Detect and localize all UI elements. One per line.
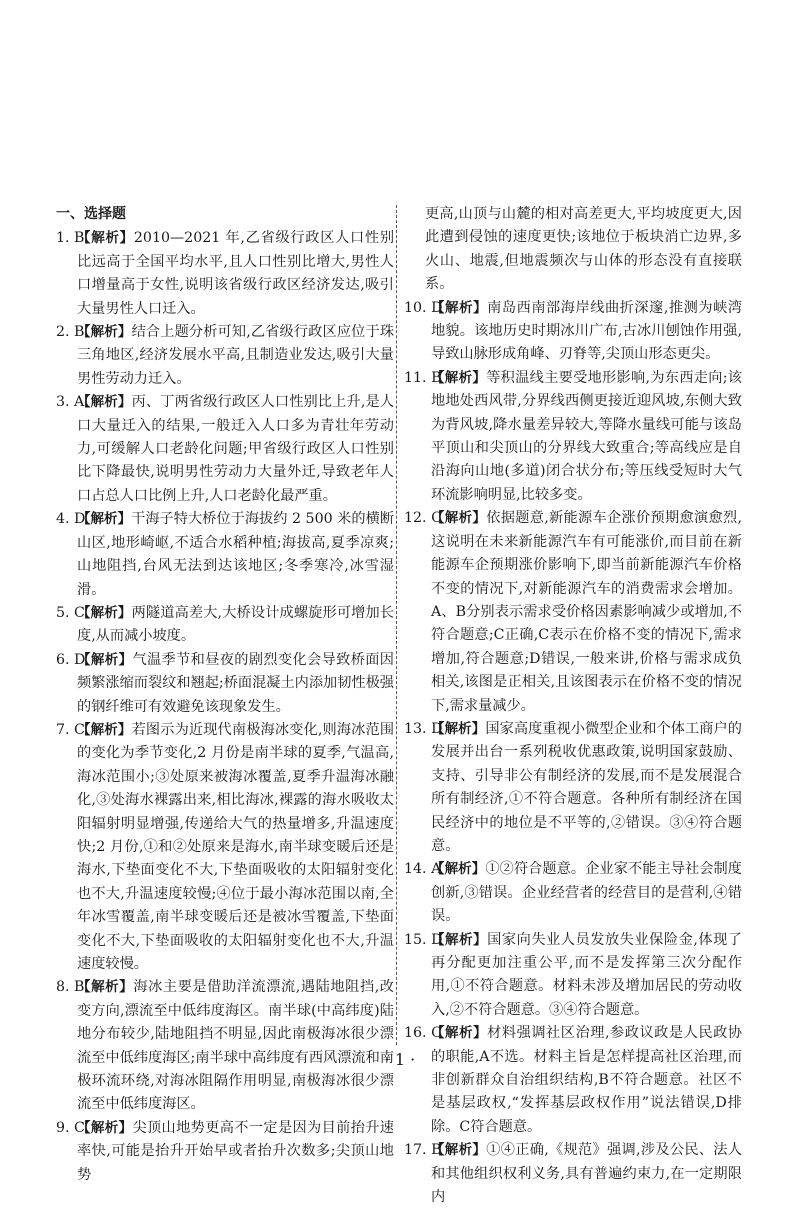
answer-number: 5. C [56,604,85,621]
answer-text: 南岛西南部海岸线曲折深邃,推测为峡湾地貌。该地历史时期冰川广布,古冰川刨蚀作用强,导致山脉形成角峰、刃脊等,尖顶山形态更尖。 [431,299,742,363]
answer-item [56,321,394,391]
answer-number: 7. C [56,721,85,738]
analysis-tag: 【解析】 [431,369,487,386]
answer-text: 海冰主要是借助洋流漂流,遇陆地阻挡,改变方向,漂流至中低纬度海区。南半球(中高纬度)陆地分布较少,陆地阻挡不明显,因此南极海冰很少漂流至中低纬度海区;南半球中高纬度有西风漂流和南极环流环绕,对海冰阻隔作用明显,南极海冰很少漂流至中低纬度海区。 [77,979,394,1113]
answer-text: 依据题意,新能源车企涨价预期愈演愈烈,这说明在未来新能源汽车有可能涨价,而目前在新能源车企预期涨价影响下,即当前新能源汽车价格不变的情况下,对新能源汽车的消费需求会增加。A、B分别表示需求受价格因素影响减少或增加,不符合题意;C正确,C表示在价格不变的情况下,需求增加,符合题意;D错误,一般来讲,价格与需求成负相关,该图是正相关,且该图表示在价格不变的情况下,需求量减少。 [431,510,742,714]
analysis-tag: 【解析】 [77,511,132,528]
answer-text: 国家向失业人员发放失业保险金,体现了再分配更加注重公平,而不是发挥第三次分配作用,①不符合题意。材料未涉及增加居民的劳动收入,②不符合题意。③④符合题意。 [431,931,742,1018]
analysis-tag: 【解析】 [77,394,132,411]
answer-item [404,1139,742,1209]
answer-text: 2010—2021 年,乙省级行政区人口性别比远高于全国平均水平,且人口性别比增大,男性人口增量高于女性,说明该省级行政区经济发达,吸引大量男性人口迁入。 [77,230,395,317]
answer-number: 12. C [404,510,442,527]
answer-number: 10. D [404,299,443,316]
answer-text: ①④正确,《规范》强调,涉及公民、法人和其他组织权利义务,具有普遍约束力,在一定期限内 [431,1142,742,1206]
answer-text: 尖顶山地势更高不一定是因为目前抬升速率快,可能是抬升开始早或者抬升次数多;尖顶山地势 [77,1119,394,1183]
answer-number: 11. B [404,369,442,386]
left-answer-list [56,227,394,1187]
answer-item [404,507,742,718]
answer-number: 1. B [56,230,85,247]
answer-item [404,367,742,507]
answer-item [56,602,394,649]
answer-number: 14. A [404,861,442,878]
answer-item [404,929,742,1023]
answer-item [56,391,394,508]
answer-text: 两隧道高差大,大桥设计成螺旋形可增加长度,从而减小坡度。 [77,604,395,645]
analysis-tag: 【解析】 [77,230,134,247]
analysis-tag: 【解析】 [77,979,134,996]
analysis-tag: 【解析】 [431,510,487,527]
right-answer-list [404,297,742,1209]
answer-text: ①②符合题意。企业家不能主导社会制度创新,③错误。企业经营者的经营目的是营利,④错误。 [431,861,742,925]
answer-number: 9. C [56,1119,85,1136]
answer-number: 8. B [56,979,85,996]
analysis-tag: 【解析】 [431,931,488,948]
answer-item [56,508,394,602]
answer-text: 若图示为近现代南极海冰变化,则海冰范围的变化为季节变化,2 月份是南半球的夏季,气温高,海冰范围小;③处原来被海冰覆盖,夏季升温海冰融化,③处海水裸露出来,相比海冰,裸露的海水吸收太阳辐射明显增强,传递给大气的热量增多,升温速度快;2 月份,①和②处原来是海水,南半球变暖后还是海水,下垫面变化不大,下垫面吸收的太阳辐射变化也不大,升温速度较慢;④位于最小海冰范围以南,全年冰雪覆盖,南半球变暖后还是被冰雪覆盖,下垫面变化不大,下垫面吸收的太阳辐射变化也不大,升温速度较慢。 [77,721,395,972]
answer-number: 13. D [404,720,443,737]
answer-text: 干海子特大桥位于海拔约 2 500 米的横断山区,地形崎岖,不适合水稻种植;海拔高,夏季凉爽;山地阻挡,台风无法到达该地区;冬季寒冷,冰雪湿滑。 [77,511,395,598]
answer-item [56,1117,394,1187]
answer-number: 2. B [56,324,85,341]
analysis-tag: 【解析】 [431,299,488,316]
answer-text: 等积温线主要受地形影响,为东西走向;该地地处西风带,分界线西侧更接近迎风坡,东侧大致为背风坡,降水量差异较大,等降水量线可能与该岛平顶山和尖顶山的分界线大致重合;等高线应是自沿海向山地(多道)闭合状分布;等压线受短时大气环流影响明显,比较多变。 [431,369,742,503]
answer-item [404,858,742,928]
analysis-tag: 【解析】 [77,1119,133,1136]
analysis-tag: 【解析】 [431,1025,488,1042]
analysis-tag: 【解析】 [431,720,486,737]
answer-number: 6. D [56,651,86,668]
answer-item [404,718,742,858]
answer-item [404,297,742,367]
section-title: 一、选择题 [56,206,126,222]
answer-item [56,649,394,719]
answer-number: 15. D [404,931,443,948]
answer-number: 16. C [404,1025,442,1042]
column-divider [396,205,397,1045]
answer-text: 气温季节和昼夜的剧烈变化会导致桥面因频繁涨缩而裂纹和翘起;桥面混凝土内添加韧性极强的钢纤维可有效避免该现象发生。 [77,651,394,715]
analysis-tag: 【解析】 [77,604,132,621]
analysis-tag: 【解析】 [77,721,132,738]
answer-text: 结合上题分析可知,乙省级行政区应位于珠三角地区,经济发展水平高,且制造业发达,吸引大量男性劳动力迁入。 [77,324,395,387]
analysis-tag: 【解析】 [77,651,133,668]
answer-text: 国家高度重视小微型企业和个体工商户的发展并出台一系列税收优惠政策,说明国家鼓励、支持、引导非公有制经济的发展,而不是发展混合所有制经济,①不符合题意。各种所有制经济在国民经济中的地位是不平等的,②错误。③④符合题意。 [431,720,742,854]
analysis-tag: 【解析】 [431,861,486,878]
answer-number: 4. D [56,511,86,528]
answer-text: 丙、丁两省级行政区人口性别比上升,是人口大量迁入的结果,一般迁入人口多为青壮年劳动力,可缓解人口老龄化问题;甲省级行政区人口性别比下降最快,说明男性劳动力大量外迁,导致老年人口占总人口比例上升,人口老龄化最严重。 [77,394,395,504]
answer-number: 3. A [56,394,85,411]
page-number: · 1 · [384,1050,416,1069]
answer-text: 材料强调社区治理,参政议政是人民政协的职能,A不选。材料主旨是怎样提高社区治理,而非创新群众自治组织结构,B不符合题意。社区不是基层政权,“发挥基层政权作用”说法错误,D排除。C符合题意。 [431,1025,742,1135]
answer-number: 17. B [404,1142,442,1159]
analysis-tag: 【解析】 [431,1142,487,1159]
answer-item [56,227,394,321]
answer-9-continuation: 更高,山顶与山麓的相对高差更大,平均坡度更大,因此遭到侵蚀的速度更快;该地位于板块消亡边界,多火山、地震,但地震频次与山体的形态没有直接联系。 [425,206,742,293]
analysis-tag: 【解析】 [77,324,132,341]
answer-item [56,719,394,976]
left-column [56,203,394,1187]
answer-item [404,1022,742,1139]
answer-item [56,976,394,1116]
